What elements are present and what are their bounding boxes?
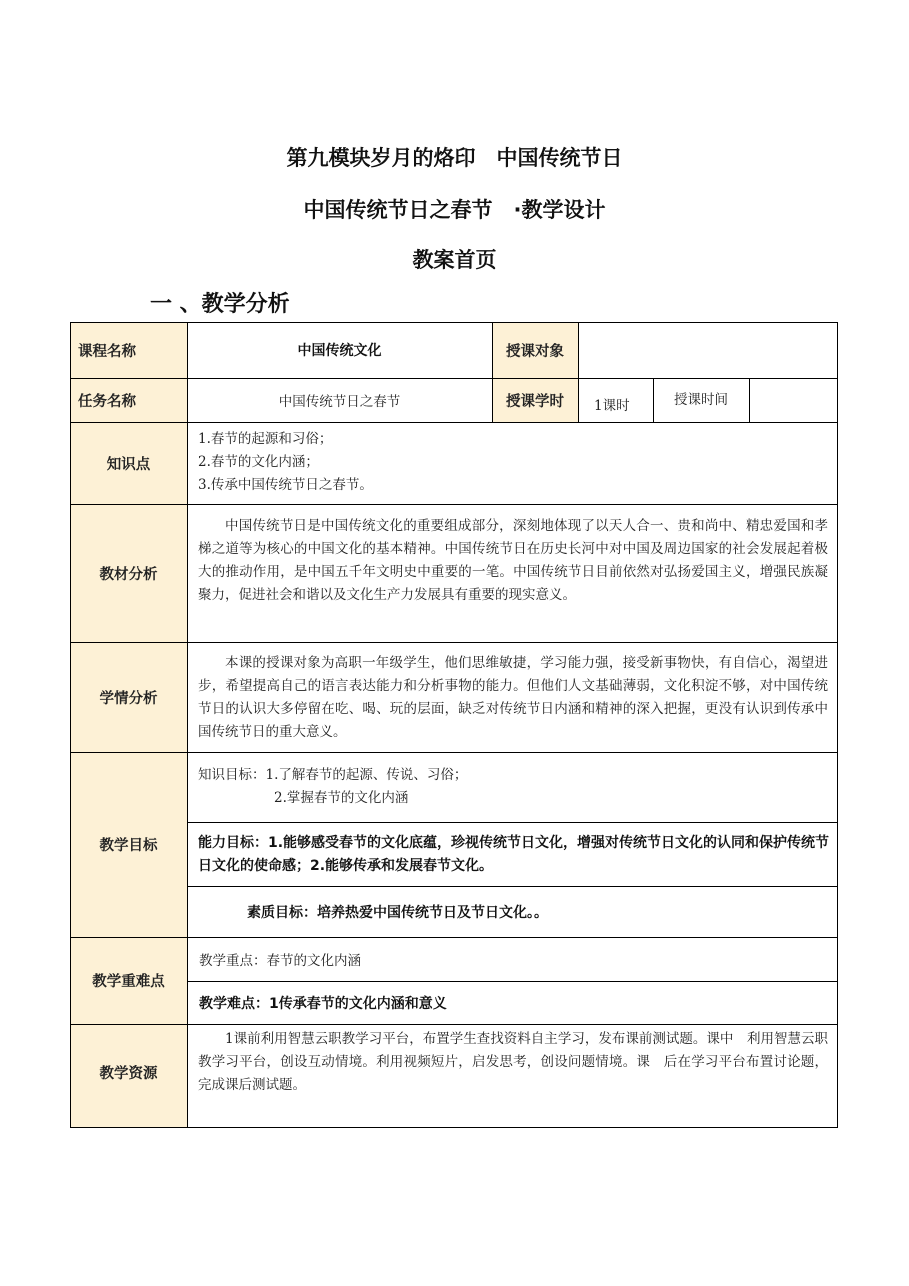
course-name-value: 中国传统文化	[297, 343, 382, 359]
teaching-analysis-table	[70, 322, 838, 1127]
time-label: 授课时间	[674, 392, 728, 408]
hours-value: 1课时	[594, 398, 630, 414]
time-value	[749, 378, 838, 422]
difficult-point: 教学难点：1传承春节的文化内涵和意义	[199, 995, 447, 1012]
ability-goal: 能力目标：1.能够感受春节的文化底蕴，珍视传统节日文化，增强对传统节日文化的认同和保护传统节日文化的使命感；2.能够传承和发展春节文化。	[198, 835, 830, 874]
knowledge-goal-line2: 2.掌握春节的文化内涵	[274, 790, 409, 806]
resources-text: 1课前利用智慧云职教学习平台，布置学生查找资料自主学习，发布课前测试题。课中 利用智慧云职教学习平台，创设互动情境。利用视频短片，启发思考，创设问题情境。课 后在学习平台布置讨论题，完成课后测试题。	[198, 1031, 828, 1093]
knowledge-goal-line1: 知识目标：1.了解春节的起源、传说、习俗；	[198, 767, 468, 783]
knowledge-list	[198, 428, 828, 497]
goals-label: 教学目标	[99, 838, 158, 854]
textbook-analysis-text: 中国传统节日是中国传统文化的重要组成部分，深刻地体现了以天人合一、贵和尚中、精忠爱国和孝梯之道等为核心的中国文化的基本精神。中国传统节日在历史长河中对中国及周边国家的社会发展起着极大的推动作用，是中国五千年文明史中重要的一笔。中国传统节日目前依然对弘扬爱国主义，增强民族凝聚力，促进社会和谐以及文化生产力发展具有重要的现实意义。	[198, 518, 828, 603]
task-name-value: 中国传统节日之春节	[278, 394, 401, 410]
lesson-title: 中国传统节日之春节 ·教学设计	[303, 198, 606, 222]
knowledge-item: 2.春节的文化内涵；	[198, 454, 319, 470]
key-point: 教学重点：春节的文化内涵	[199, 953, 361, 969]
page-title: 教案首页	[412, 248, 497, 272]
textbook-label: 教材分析	[99, 566, 158, 583]
keypoints-label: 教学重难点	[92, 974, 165, 990]
knowledge-item: 3.传承中国传统节日之春节。	[198, 477, 373, 493]
quality-goal: 素质目标：培养热爱中国传统节日及节日文化。。	[247, 904, 548, 921]
task-name-label: 任务名称	[78, 393, 136, 410]
knowledge-item: 1.春节的起源和习俗；	[198, 431, 333, 447]
knowledge-label: 知识点	[106, 456, 151, 473]
student-analysis-text: 本课的授课对象为高职一年级学生，他们思维敏捷，学习能力强，接受新事物快，有自信心，渴望进步，希望提高自己的语言表达能力和分析事物的能力。但他们人文基础薄弱，文化积淀不够，对中国传统节日的认识大多停留在吃、喝、玩的层面，缺乏对传统节日内涵和精神的深入把握，更没有认识到传承中国传统节日的重大意义。	[198, 655, 828, 740]
audience-label: 授课对象	[506, 343, 564, 360]
audience-value	[578, 322, 838, 378]
students-label: 学情分析	[99, 690, 158, 707]
course-name-label: 课程名称	[78, 343, 136, 360]
hours-label: 授课学时	[506, 393, 564, 410]
module-title: 第九模块岁月的烙印 中国传统节日	[286, 146, 623, 170]
knowledge-goal	[198, 764, 828, 810]
section-heading: 一 、教学分析	[150, 292, 290, 317]
resources-label: 教学资源	[99, 1066, 158, 1082]
